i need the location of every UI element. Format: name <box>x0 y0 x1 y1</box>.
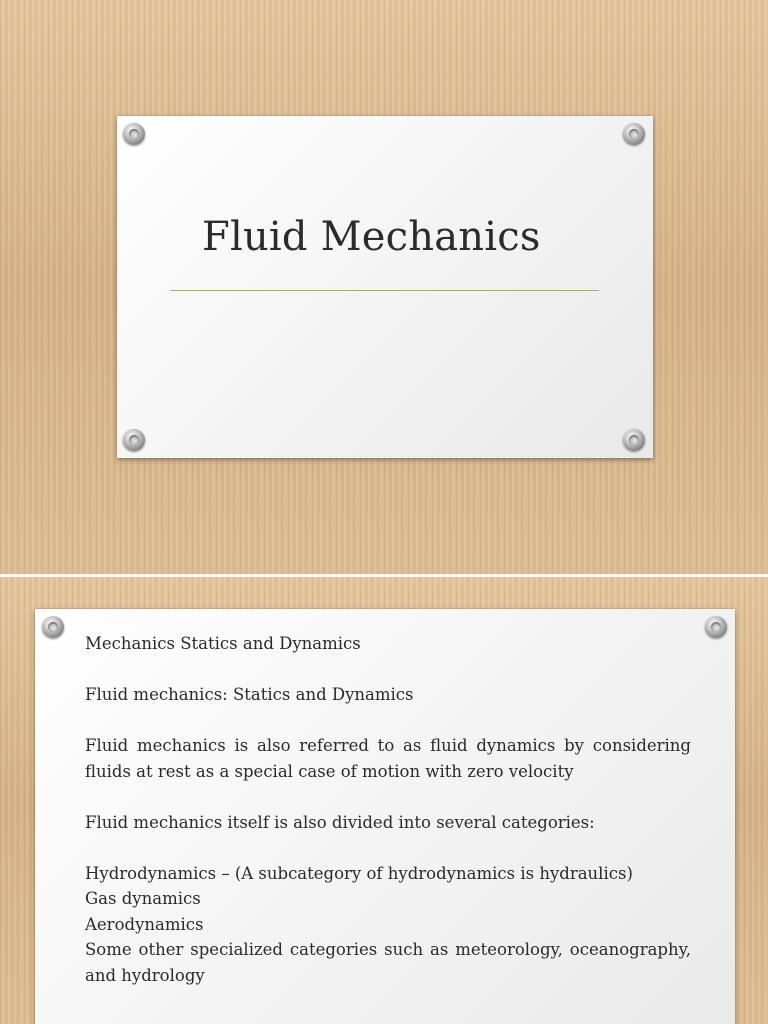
title-divider <box>170 290 599 291</box>
grommet-icon <box>42 616 64 638</box>
grommet-icon <box>123 429 145 451</box>
body-paragraph-fluid-dynamics: Fluid mechanics is also referred to as fluid dynamics by considering fluids at rest as a special case of motion with zero velocity <box>85 736 691 781</box>
grommet-icon <box>623 429 645 451</box>
body-line-statics-dynamics: Fluid mechanics: Statics and Dynamics <box>85 685 414 704</box>
list-item-hydrodynamics: Hydrodynamics – (A subcategory of hydrodynamics is hydraulics) <box>85 863 633 883</box>
list-item-aerodynamics: Aerodynamics <box>85 914 204 934</box>
slide-title: Fluid Mechanics <box>202 214 541 260</box>
body-line-heading: Mechanics Statics and Dynamics <box>85 634 361 653</box>
grommet-icon <box>705 616 727 638</box>
grommet-icon <box>623 123 645 145</box>
slide-body <box>85 631 691 988</box>
slide-2-background <box>0 577 768 1024</box>
grommet-icon <box>123 123 145 145</box>
list-item-specialized: Some other specialized categories such as meteorology, oceanography, and hydrology <box>85 940 691 985</box>
body-line-categories-intro: Fluid mechanics itself is also divided into several categories: <box>85 812 595 832</box>
content-slide-card <box>35 609 735 1024</box>
title-slide-card <box>117 116 653 458</box>
list-item-gas-dynamics: Gas dynamics <box>85 889 201 908</box>
